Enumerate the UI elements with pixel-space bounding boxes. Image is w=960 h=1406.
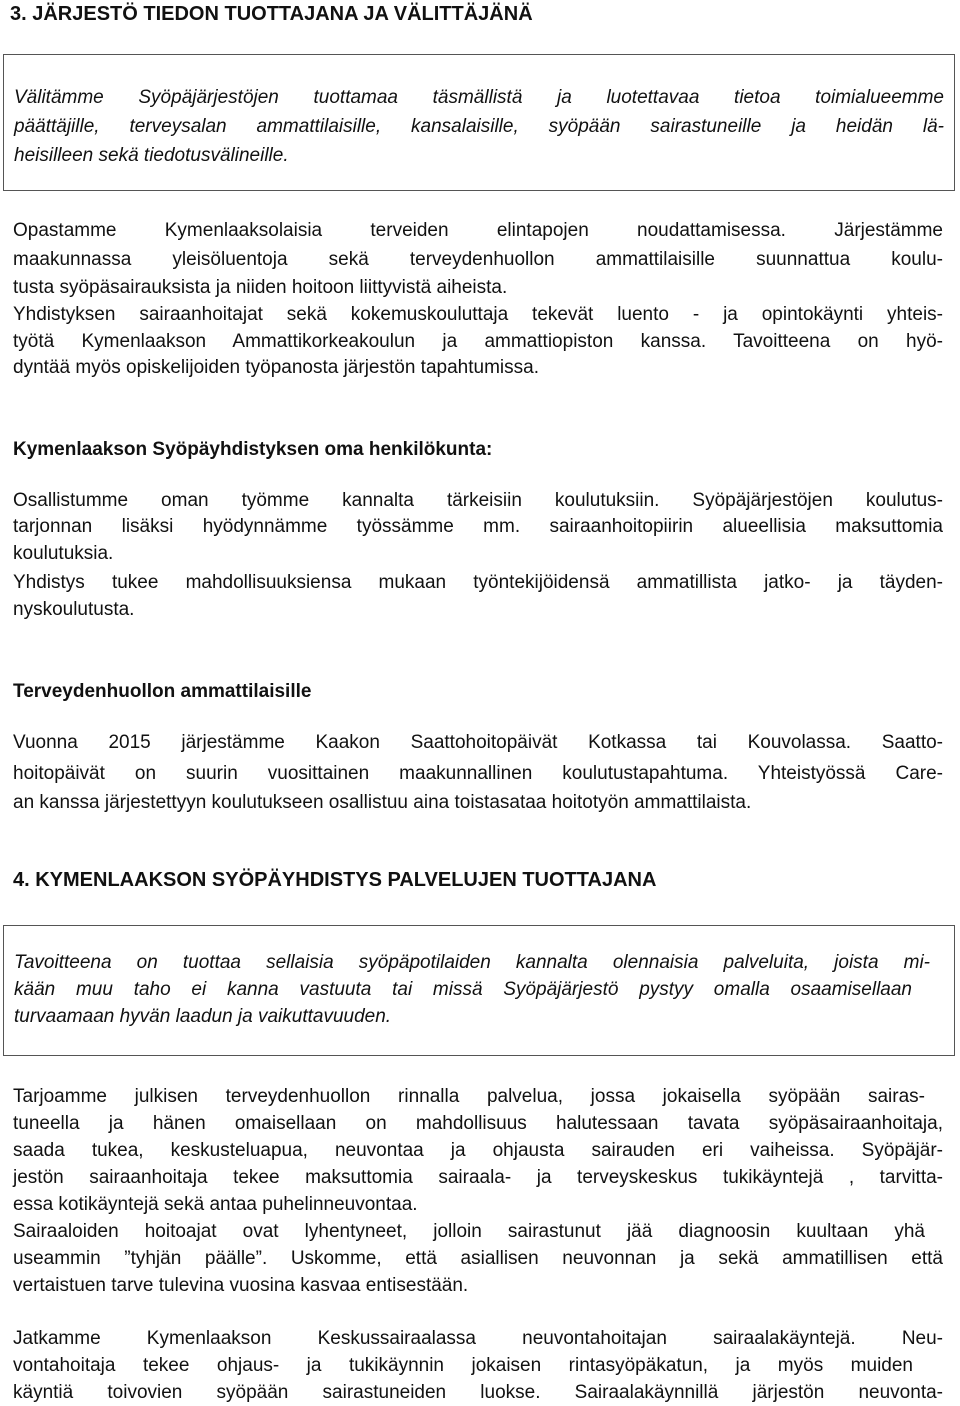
paragraph-line: vontahoitaja tekee ohjaus- ja tukikäynnin jokaisen rintasyöpäkatun, ja myös muiden <box>13 1355 913 1376</box>
paragraph-line: essa kotikäyntejä sekä antaa puhelinneuvontaa. <box>13 1194 418 1215</box>
box-line: Tavoitteena on tuottaa sellaisia syöpäpotilaiden kannalta olennaisia palveluita, joista mi- <box>14 952 930 973</box>
section-3-heading: 3. JÄRJESTÖ TIEDON TUOTTAJANA JA VÄLITTÄJÄNÄ <box>10 3 533 25</box>
box-line: Välitämme Syöpäjärjestöjen tuottamaa täsmällistä ja luotettavaa tietoa toimialueemme <box>14 87 944 108</box>
paragraph-line: Jatkamme Kymenlaakson Keskussairaalassa neuvontahoitajan sairaalakäyntejä. Neu- <box>13 1328 943 1349</box>
paragraph-line: Osallistumme oman työmme kannalta tärkeisiin koulutuksiin. Syöpäjärjestöjen koulutus- <box>13 490 943 511</box>
box-line: heisilleen sekä tiedotusvälineille. <box>14 145 289 166</box>
paragraph-line: Vuonna 2015 järjestämme Kaakon Saattohoitopäivät Kotkassa tai Kouvolassa. Saatto- <box>13 732 943 753</box>
paragraph-line: tusta syöpäsairauksista ja niiden hoitoon liittyvistä aiheista. <box>13 277 508 298</box>
box-line: kään muu taho ei kanna vastuuta tai missä Syöpäjärjestö pystyy omalla osaamisellaan <box>14 979 912 1000</box>
paragraph-line: hoitopäivät on suurin vuosittainen maakunnallinen koulutustapahtuma. Yhteistyössä Care- <box>13 763 943 784</box>
paragraph-line: nyskoulutusta. <box>13 599 135 620</box>
staff-subheading: Kymenlaakson Syöpäyhdistyksen oma henkilökunta: <box>13 439 493 460</box>
box-line: päättäjille, terveysalan ammattilaisille, kansalaisille, syöpään sairastuneille ja heidän lä- <box>14 116 944 137</box>
paragraph-line: an kanssa järjestettyyn koulutukseen osallistuu aina toistasataa hoitotyön ammattilaista. <box>13 792 752 813</box>
section-4-heading: 4. KYMENLAAKSON SYÖPÄYHDISTYS PALVELUJEN TUOTTAJANA <box>13 869 657 891</box>
paragraph-line: käyntiä toivovien syöpään sairastuneiden luokse. Sairaalakäynnillä järjestön neuvonta- <box>13 1382 943 1403</box>
paragraph-line: Sairaaloiden hoitoajat ovat lyhentyneet, jolloin sairastunut jää diagnoosin kuultaan yhä <box>13 1221 925 1242</box>
paragraph-line: maakunnassa yleisöluentoja sekä terveydenhuollon ammattilaisille suunnattua koulu- <box>13 249 943 270</box>
paragraph-line: Yhdistys tukee mahdollisuuksiensa mukaan työntekijöidensä ammatillista jatko- ja täyden- <box>13 572 943 593</box>
paragraph-line: koulutuksia. <box>13 543 114 564</box>
paragraph-line: vertaistuen tarve tulevina vuosina kasvaa entisestään. <box>13 1275 469 1296</box>
paragraph-line: dyntää myös opiskelijoiden työpanosta järjestön tapahtumissa. <box>13 357 539 378</box>
paragraph-line: tuneella ja hänen omaisellaan on mahdollisuus halutessaan tavata syöpäsairaanhoitaja, <box>13 1113 943 1134</box>
health-professionals-subheading: Terveydenhuollon ammattilaisille <box>13 681 312 702</box>
paragraph-line: saada tukea, keskusteluapua, neuvontaa ja ohjausta sairauden eri vaiheissa. Syöpäjär- <box>13 1140 943 1161</box>
paragraph-line: työtä Kymenlaakson Ammattikorkeakoulun ja ammattiopiston kanssa. Tavoitteena on hyö- <box>13 331 943 352</box>
paragraph-line: Yhdistyksen sairaanhoitajat sekä kokemuskouluttaja tekevät luento - ja opintokäynti yhteis- <box>13 304 943 325</box>
paragraph-line: Opastamme Kymenlaaksolaisia terveiden elintapojen noudattamisessa. Järjestämme <box>13 220 943 241</box>
paragraph-line: Tarjoamme julkisen terveydenhuollon rinnalla palvelua, jossa jokaisella syöpään sairas- <box>13 1086 925 1107</box>
paragraph-line: useammin ”tyhjän päälle”. Uskomme, että asiallisen neuvonnan ja sekä ammatillisen että <box>13 1248 943 1269</box>
box-line: turvaamaan hyvän laadun ja vaikuttavuuden. <box>14 1006 392 1027</box>
paragraph-line: jestön sairaanhoitaja tekee maksuttomia sairaala- ja terveyskeskus tukikäyntejä , tarvitta- <box>13 1167 943 1188</box>
paragraph-line: tarjonnan lisäksi hyödynnämme työssämme mm. sairaanhoitopiirin alueellisia maksuttomia <box>13 516 943 537</box>
